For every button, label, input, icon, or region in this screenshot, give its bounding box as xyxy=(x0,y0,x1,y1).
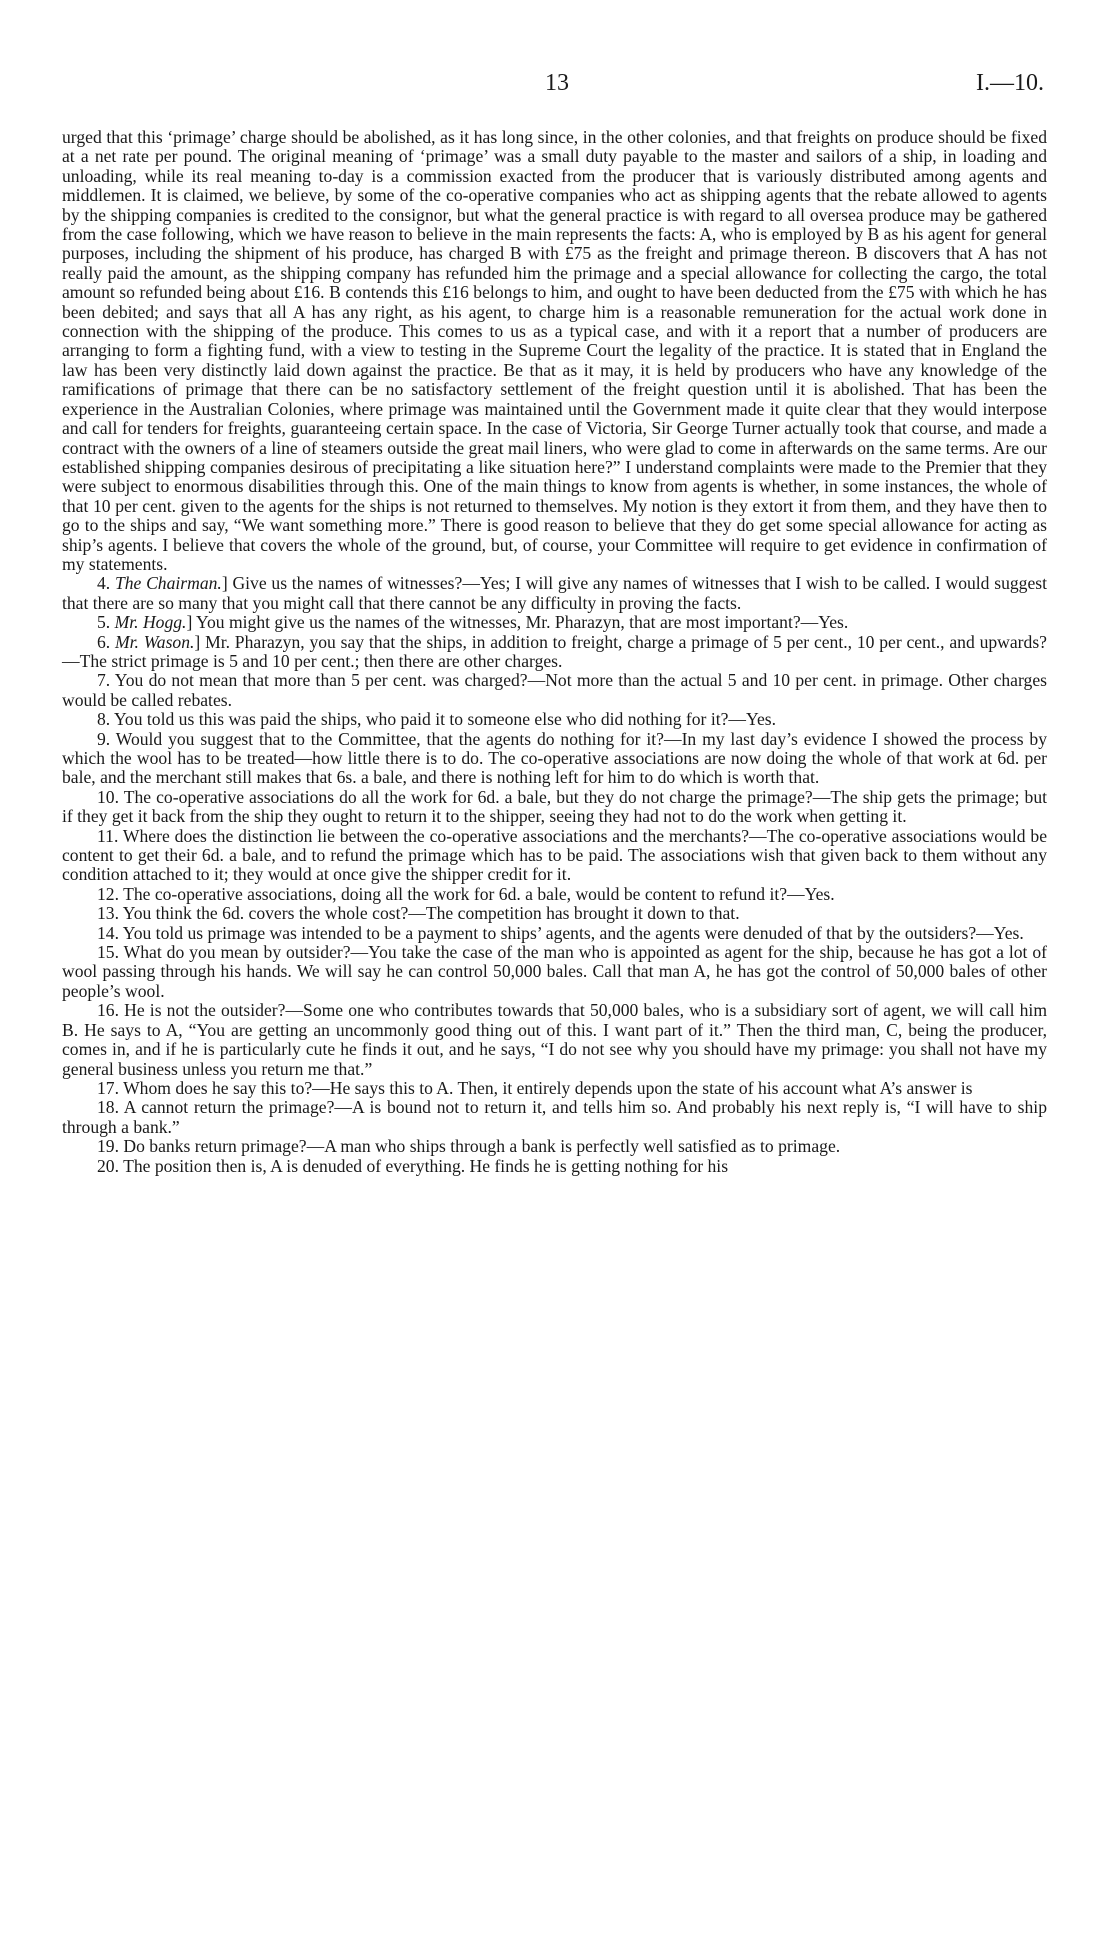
question-text: Would you suggest that to the Committee, that the agents do nothing for it?—In my last day’s evidence I showed the process by which the wool has to be treated—how little there is to do. The co-operative associations are now doing the whole of that work at 6d. per bale, and the merchant still makes that 6s. a bale, and there is nothing left for him to do which is worth that. xyxy=(62,728,1047,788)
question-item xyxy=(62,1098,1047,1137)
question-text: Do banks return primage?—A man who ships through a bank is perfectly well satisfied as to primage. xyxy=(123,1136,841,1157)
question-item xyxy=(62,885,1047,904)
question-text: The co-operative associations, doing all the work for 6d. a bale, would be content to refund it?—Yes. xyxy=(123,883,835,904)
question-text: The co-operative associations do all the work for 6d. a bale, but they do not charge the primage?—The ship gets the primage; but if they get it back from the ship they ought to return it to the shipper, seeing they had not to do the work when getting it. xyxy=(62,786,1048,827)
body-text xyxy=(62,128,1047,1176)
page-header xyxy=(0,70,1114,100)
question-number: 5. xyxy=(97,612,115,633)
question-text: You told us this was paid the ships, who paid it to someone else who did nothing for it?—Yes. xyxy=(113,709,776,730)
question-number: 6. xyxy=(97,631,115,652)
question-number: 12. xyxy=(97,883,124,904)
opening-paragraph: urged that this ‘primage’ charge should be abolished, as it has long since, in the other colonies, and that freights on produce should be fixed at a net rate per pound. The original meaning of ‘primage’ was a small duty payable to the master and sailors of a ship, in loading and unloading, while its real meaning to-day is a commission exacted from the producer that is variously distributed among agents and middlemen. It is claimed, we believe, by some of the co-operative companies who act as shipping agents that the rebate allowed to agents by the shipping companies is credited to the consignor, but what the general practice is with regard to all oversea produce may be gathered from the case following, which we have reason to believe in the main represents the facts: A, who is employed by B as his agent for general purposes, including the shipment of his produce, has charged B with £75 as the freight and primage thereon. B discovers that A has not really paid the amount, as the shipping company has refunded him the primage and a special allowance for collecting the cargo, the total amount so refunded being about £16. B contends this £16 belongs to him, and ought to have been deducted from the £75 with which he has been debited; and says that all A has any right, as his agent, to charge him is a reasonable remuneration for the actual work done in connection with the shipping of the produce. This comes to us as a typical case, and with it a report that a number of producers are arranging to form a fighting fund, with a view to testing in the Supreme Court the legality of the practice. It is stated that in England the law has been very distinctly laid down against the practice. Be that as it may, it is held by producers who have any knowledge of the ramifications of primage that there can be no satisfactory settlement of the freight question until it is abolished. That has been the experience in the Australian Colonies, where primage was maintained until the Government made it quite clear that they would interpose and call for tenders for freights, guaranteeing certain space. In the case of Victoria, Sir George Turner actually took that course, and made a contract with the owners of a line of steamers outside the great mail liners, who were glad to come in afterwards on the same terms. Are our established shipping companies desirous of precipitating a like situation here?” I understand complaints were made to the Premier that they were subject to enormous disabilities through this. One of the main things to know from agents is whether, in some instances, the whole of that 10 per cent. given to the agents for the ships is not returned to themselves. My notion is they extort it from them, and they have then to go to the ships and say, “We want something more.” There is good reason to believe that they do get some special allowance for acting as ship’s agents. I believe that covers the whole of the ground, but, of course, your Committee will require to get evidence in confirmation of my statements. xyxy=(62,127,1047,574)
question-number: 13. xyxy=(97,903,123,924)
question-text: You think the 6d. covers the whole cost?—The competition has brought it down to that. xyxy=(122,903,740,924)
question-item xyxy=(62,1157,1047,1176)
question-text: You told us primage was intended to be a payment to ships’ agents, and the agents were denuded of that by the outsiders?—Yes. xyxy=(122,922,1024,943)
speaker-name: Mr. Hogg. xyxy=(114,612,187,633)
question-number: 10. xyxy=(97,786,124,807)
question-item xyxy=(62,1079,1047,1098)
question-number: 7. xyxy=(97,670,115,691)
speaker-name: Mr. Wason. xyxy=(115,631,195,652)
speaker-bracket: ] xyxy=(194,631,206,652)
question-number: 15. xyxy=(97,942,124,963)
question-answer-list xyxy=(62,574,1047,1176)
question-item xyxy=(62,613,1047,632)
question-text: A cannot return the primage?—A is bound not to return it, and tells him so. And probably his next reply is, “I will have to ship through a bank.” xyxy=(62,1097,1047,1137)
question-item xyxy=(62,904,1047,923)
question-item xyxy=(62,730,1047,788)
question-item xyxy=(62,1001,1047,1079)
question-item xyxy=(62,827,1047,885)
question-item xyxy=(62,574,1047,613)
question-number: 18. xyxy=(97,1097,124,1118)
paper-reference: I.—10. xyxy=(976,70,1044,96)
question-text: Whom does he say this to?—He says this to A. Then, it entirely depends upon the state of his account what A’s answer is xyxy=(123,1077,973,1098)
question-item xyxy=(62,671,1047,710)
speaker-bracket: ] xyxy=(221,573,233,594)
speaker-bracket: ] xyxy=(186,612,197,633)
question-number: 20. xyxy=(97,1155,124,1176)
question-text: Where does the distinction lie between the co-operative associations and the merchants?—The co-operative associations would be content to get their 6d. a bale, and to refund the primage which has to be paid. The associations wish that given back to them without any condition attached to it; they would at once give the shipper credit for it. xyxy=(62,825,1048,885)
question-number: 8. xyxy=(97,709,114,730)
question-item xyxy=(62,924,1047,943)
question-item xyxy=(62,1137,1047,1156)
question-number: 4. xyxy=(97,573,115,594)
question-text: You do not mean that more than 5 per cent. was charged?—Not more than the actual 5 and 10 per cent. in primage. Other charges would be called rebates. xyxy=(62,670,1047,710)
question-text: You might give us the names of the witnesses, Mr. Pharazyn, that are most important?—Yes. xyxy=(196,612,849,633)
question-number: 14. xyxy=(97,922,123,943)
question-item xyxy=(62,788,1047,827)
question-number: 11. xyxy=(97,825,123,846)
question-item xyxy=(62,633,1047,672)
question-text: He is not the outsider?—Some one who contributes towards that 50,000 bales, who is a subsidiary sort of agent, we will call him B. He says to A, “You are getting an uncommonly good thing out of this. I want part of it.” Then the third man, C, being the producer, comes in, and if he is particularly cute he finds it out, and he says, “I do not see why you should have my primage: you shall not have my general business unless you return me that.” xyxy=(62,1000,1048,1079)
question-number: 19. xyxy=(97,1136,124,1157)
question-item xyxy=(62,710,1047,729)
question-number: 17. xyxy=(97,1077,124,1098)
question-text: What do you mean by outsider?—You take the case of the man who is appointed as agent for the ship, because he has got a lot of wool passing through his hands. We will say he can control 50,000 bales. Call that man A, he has got the control of 50,000 bales of other people’s wool. xyxy=(62,942,1047,1001)
question-text: Mr. Pharazyn, you say that the ships, in addition to freight, charge a primage of 5 per cent., 10 per cent., and upwards?—The strict primage is 5 and 10 per cent.; then there are other charges. xyxy=(62,631,1047,671)
question-item xyxy=(62,943,1047,1001)
speaker-name: The Chairman. xyxy=(114,573,222,594)
question-number: 9. xyxy=(97,728,116,749)
question-number: 16. xyxy=(97,1000,125,1021)
question-text: Give us the names of witnesses?—Yes; I will give any names of witnesses that I wish to be called. I would suggest that there are so many that you might call that there cannot be any difficulty in proving the facts. xyxy=(62,573,1048,613)
page-number: 13 xyxy=(545,70,569,96)
question-text: The position then is, A is denuded of everything. He finds he is getting nothing for his xyxy=(123,1155,729,1176)
